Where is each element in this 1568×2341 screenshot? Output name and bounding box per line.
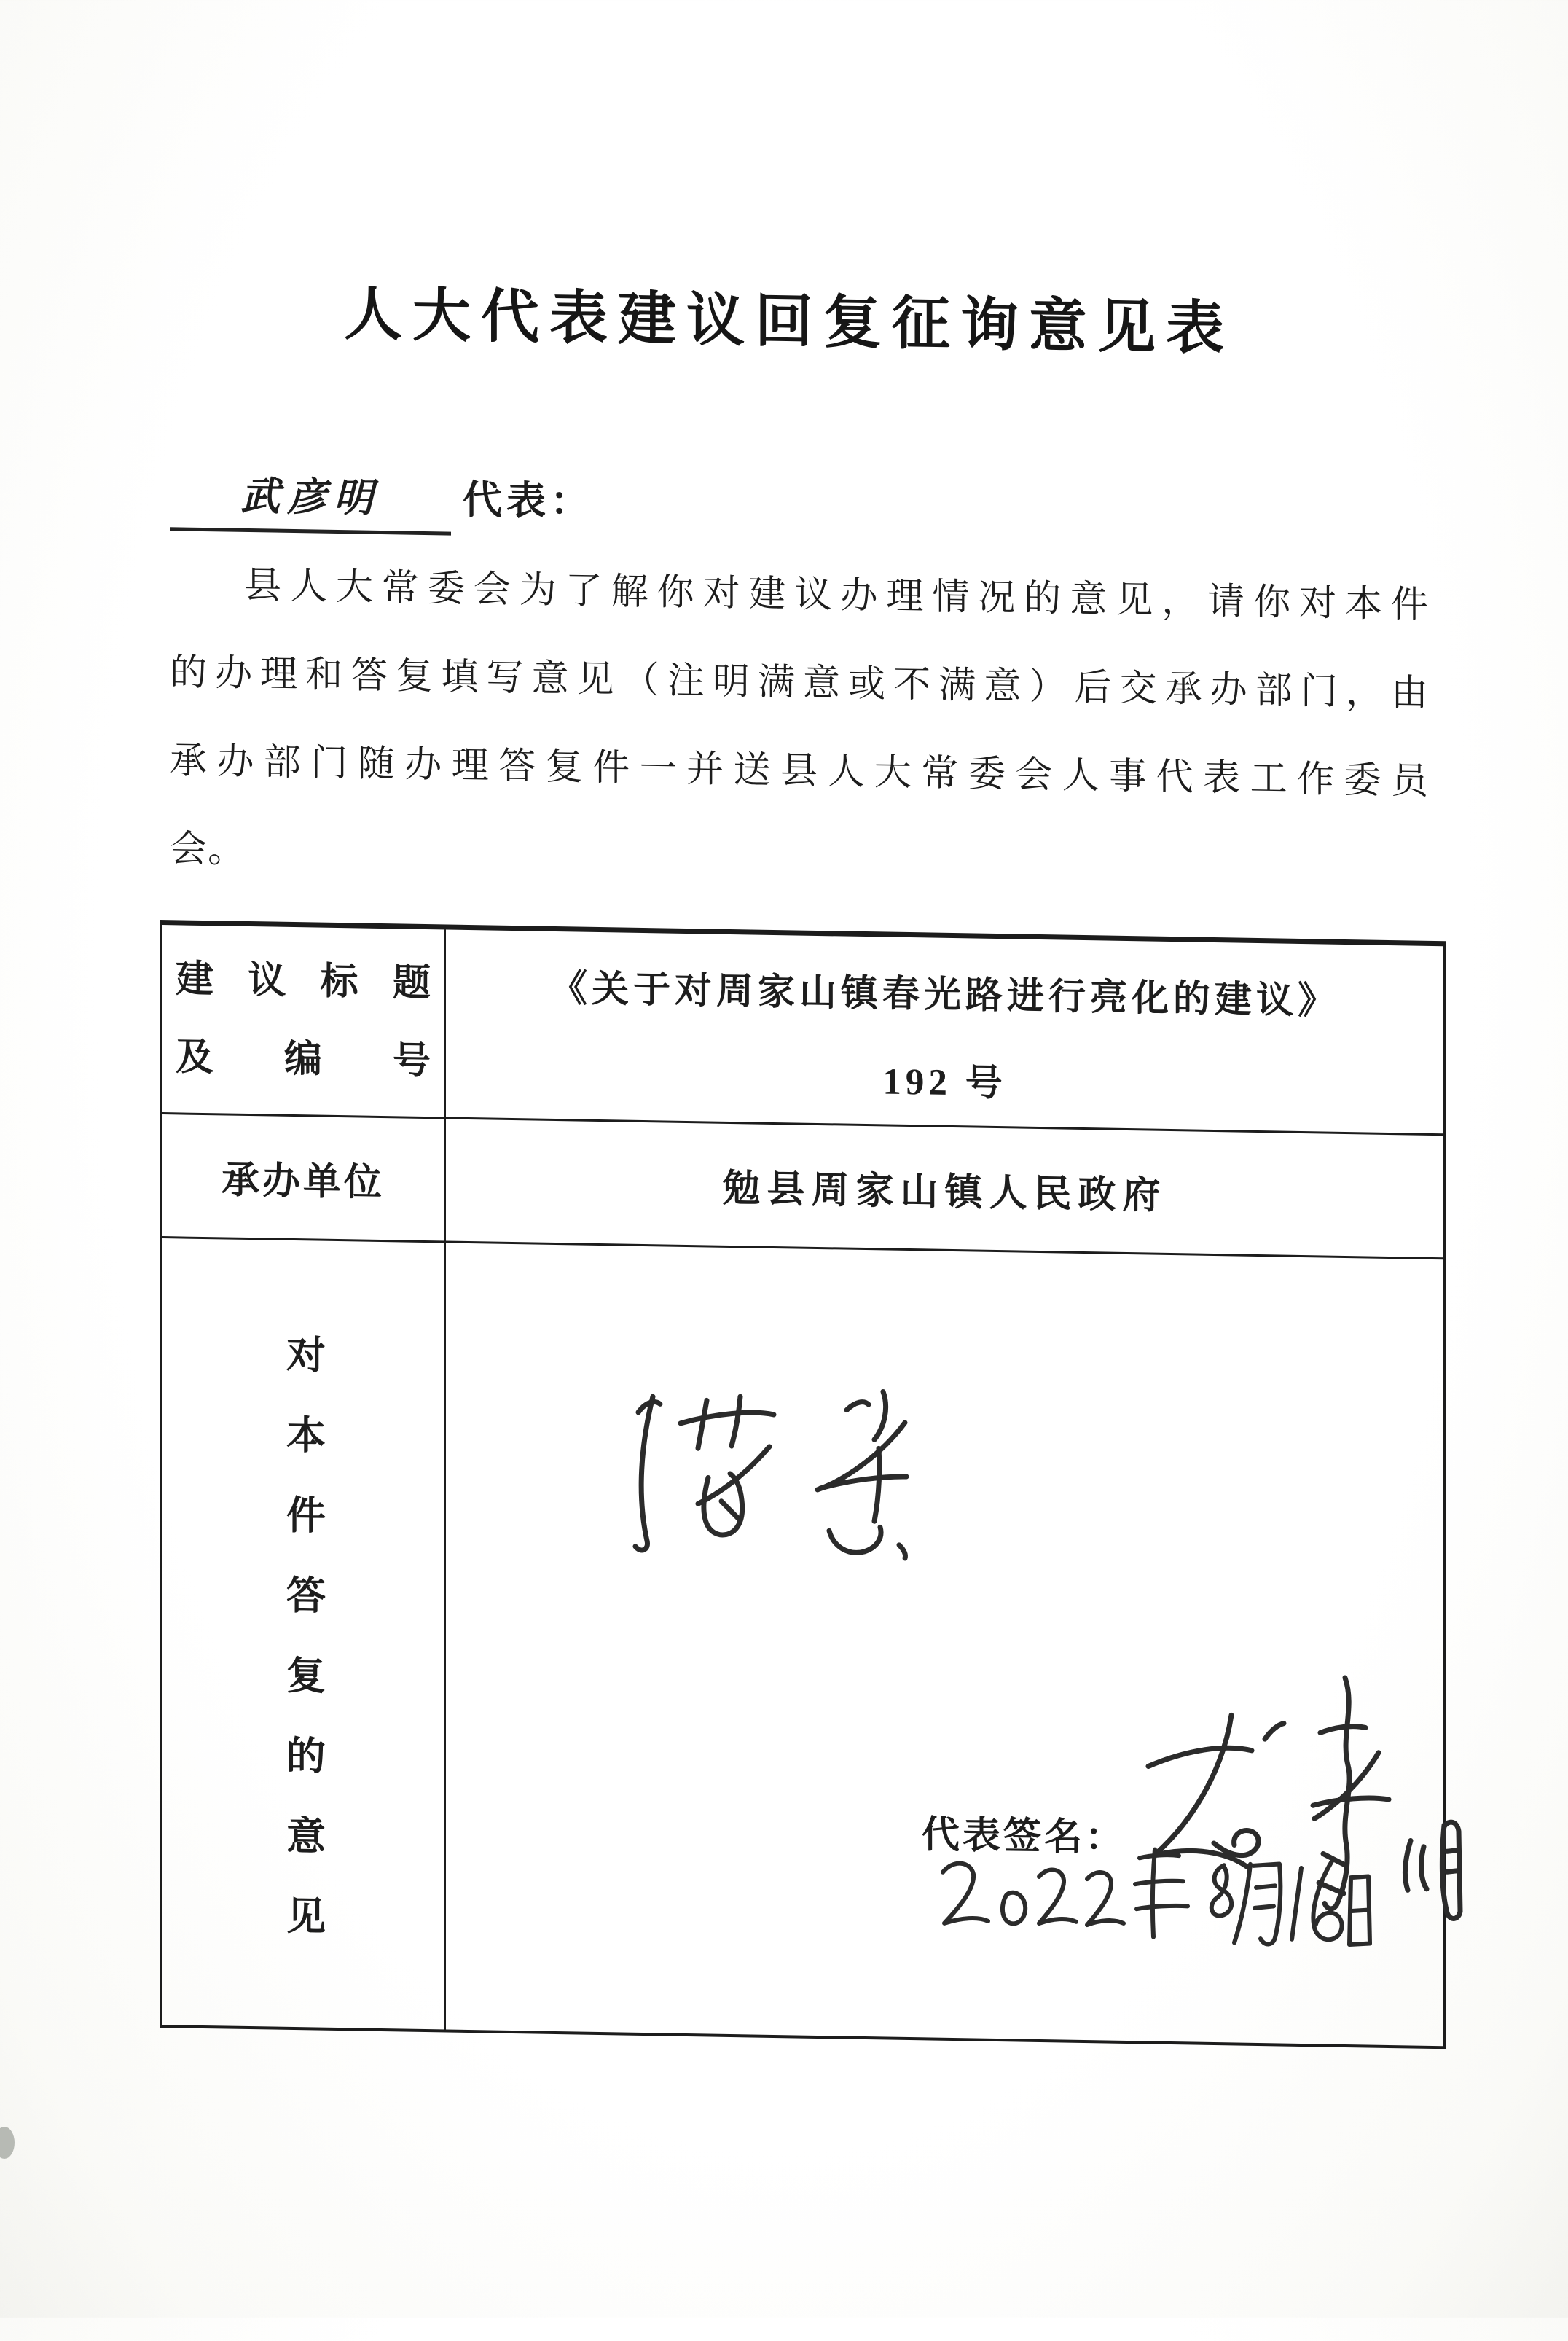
handwritten-opinion	[605, 1374, 940, 1576]
header-line: 及编号	[176, 1036, 431, 1082]
document-title: 人大代表建议回复征询意见表	[344, 281, 1234, 361]
vertical-header-text: 对本件答复的意见	[281, 1333, 325, 1976]
signature-label: 代表签名：	[922, 1814, 1126, 1859]
header-suggestion-title-number	[162, 925, 446, 1119]
header-line: 建议标题	[176, 958, 431, 1005]
paragraph-line: 县人大常委会为了解你对建议办理情况的意见，请你对本件	[244, 565, 1429, 626]
handwritten-date	[933, 1830, 1370, 1980]
form-table	[160, 920, 1446, 2049]
cell-handling-unit: 勉县周家山镇人民政府	[446, 1119, 1443, 1260]
paragraph-line: 会。	[170, 829, 246, 871]
suggestion-number: 192 号	[882, 1060, 1007, 1104]
salutation-line	[170, 464, 594, 538]
cell-reply-opinion	[446, 1243, 1443, 2047]
header-handling-unit: 承办单位	[162, 1114, 446, 1243]
suggestion-title: 《关于对周家山镇春光路进行亮化的建议》	[549, 968, 1339, 1023]
representative-name: 武彦明	[170, 464, 451, 535]
cell-suggestion-title-number	[446, 930, 1443, 1136]
notice-paragraph	[170, 541, 1429, 915]
paragraph-line: 承办部门随办理答复件一并送县人大常委会人事代表工作委员	[170, 740, 1429, 802]
paragraph-line: 的办理和答复填写意见（注明满意或不满意）后交承办部门，由	[170, 652, 1429, 714]
salutation-label: 代表：	[463, 477, 594, 524]
handwriting-date-svg	[933, 1830, 1370, 1980]
handwriting-opinion-svg	[605, 1374, 940, 1576]
header-reply-opinion	[162, 1238, 446, 2029]
